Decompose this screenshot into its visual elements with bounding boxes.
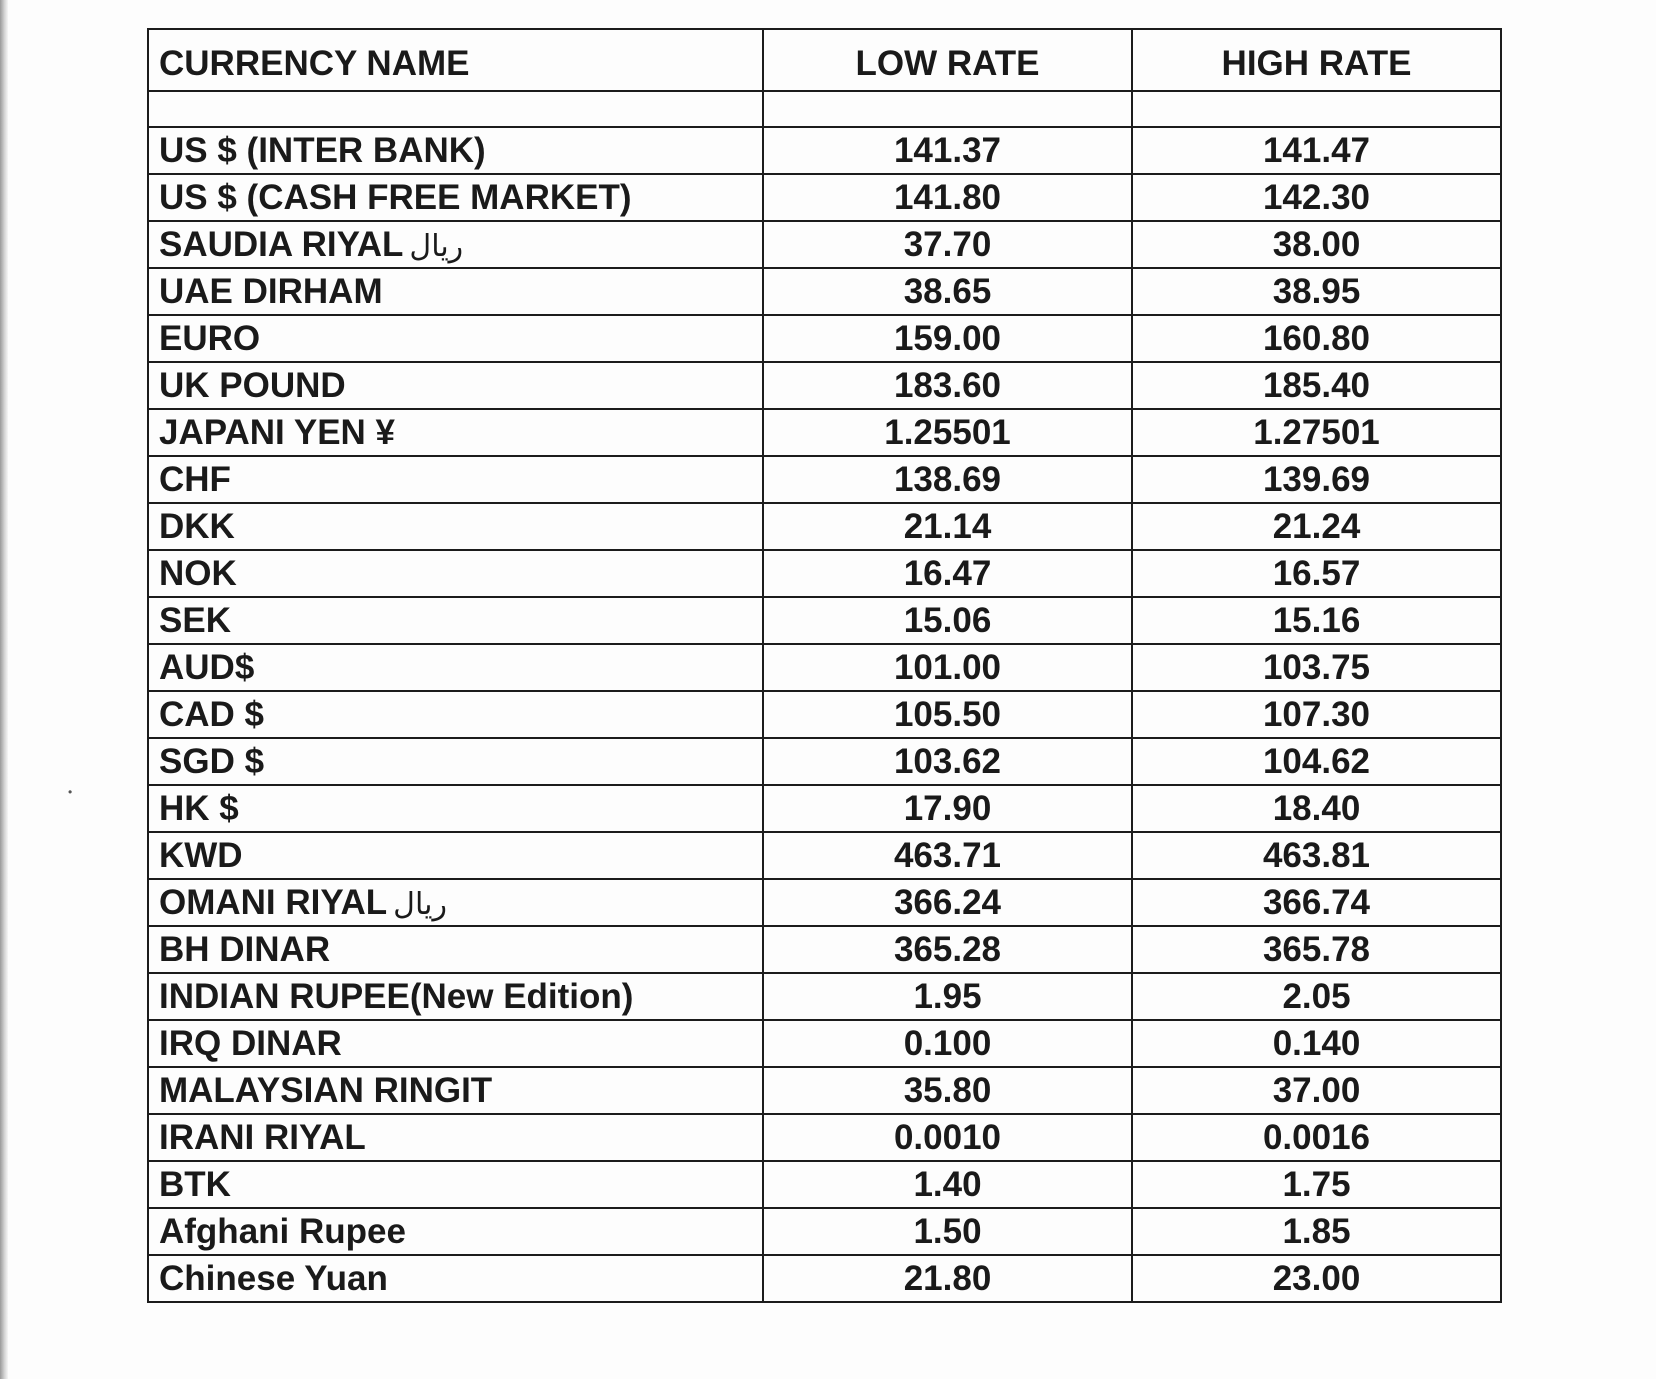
scan-speck: • (68, 785, 73, 799)
currency-name-cell (148, 503, 763, 550)
currency-arabic-label: ریال (393, 887, 447, 922)
currency-name: BH DINAR (159, 930, 331, 969)
header-row (148, 29, 1501, 91)
high-rate-cell: 107.30 (1132, 691, 1501, 738)
table-row (148, 550, 1501, 597)
table-row (148, 1114, 1501, 1161)
currency-name-cell (148, 268, 763, 315)
low-rate-cell: 159.00 (763, 315, 1132, 362)
low-rate-cell: 463.71 (763, 832, 1132, 879)
blank-cell (763, 91, 1132, 127)
currency-name: UK POUND (159, 366, 346, 405)
table-row (148, 879, 1501, 926)
low-rate-cell: 15.06 (763, 597, 1132, 644)
currency-name-cell (148, 1208, 763, 1255)
currency-name: CHF (159, 460, 231, 499)
table-row (148, 409, 1501, 456)
table-row (148, 221, 1501, 268)
low-rate-cell: 141.80 (763, 174, 1132, 221)
table-row (148, 597, 1501, 644)
header-currency-name: CURRENCY NAME (148, 29, 763, 91)
currency-name: SGD $ (159, 742, 265, 781)
high-rate-cell: 366.74 (1132, 879, 1501, 926)
low-rate-cell: 1.40 (763, 1161, 1132, 1208)
high-rate-cell: 139.69 (1132, 456, 1501, 503)
high-rate-cell: 23.00 (1132, 1255, 1501, 1302)
table-row (148, 1255, 1501, 1302)
currency-name-cell (148, 973, 763, 1020)
currency-name: KWD (159, 836, 243, 875)
currency-name-cell (148, 409, 763, 456)
low-rate-cell: 21.80 (763, 1255, 1132, 1302)
low-rate-cell: 16.47 (763, 550, 1132, 597)
high-rate-cell: 365.78 (1132, 926, 1501, 973)
low-rate-cell: 138.69 (763, 456, 1132, 503)
low-rate-cell: 365.28 (763, 926, 1132, 973)
currency-name: Afghani Rupee (159, 1212, 406, 1251)
currency-name-cell (148, 221, 763, 268)
high-rate-cell: 141.47 (1132, 127, 1501, 174)
low-rate-cell: 101.00 (763, 644, 1132, 691)
high-rate-cell: 185.40 (1132, 362, 1501, 409)
high-rate-cell: 2.05 (1132, 973, 1501, 1020)
currency-name: INDIAN RUPEE(New Edition) (159, 977, 634, 1016)
low-rate-cell: 1.50 (763, 1208, 1132, 1255)
low-rate-cell: 37.70 (763, 221, 1132, 268)
currency-name: EURO (159, 319, 261, 358)
high-rate-cell: 38.95 (1132, 268, 1501, 315)
currency-name: HK $ (159, 789, 239, 828)
currency-name-cell (148, 127, 763, 174)
low-rate-cell: 105.50 (763, 691, 1132, 738)
currency-rates-table (147, 28, 1502, 1303)
currency-name: OMANI RIYAL (159, 883, 388, 922)
currency-name-cell (148, 1161, 763, 1208)
currency-name-cell (148, 597, 763, 644)
currency-name: UAE DIRHAM (159, 272, 383, 311)
low-rate-cell: 0.0010 (763, 1114, 1132, 1161)
table-row (148, 456, 1501, 503)
low-rate-cell: 1.95 (763, 973, 1132, 1020)
currency-name: IRQ DINAR (159, 1024, 342, 1063)
currency-arabic-label: ریال (409, 229, 464, 264)
table-row (148, 832, 1501, 879)
high-rate-cell: 142.30 (1132, 174, 1501, 221)
currency-name-cell (148, 315, 763, 362)
high-rate-cell: 103.75 (1132, 644, 1501, 691)
high-rate-cell: 18.40 (1132, 785, 1501, 832)
high-rate-cell: 0.140 (1132, 1020, 1501, 1067)
high-rate-cell: 21.24 (1132, 503, 1501, 550)
blank-cell (148, 91, 763, 127)
currency-name-cell (148, 691, 763, 738)
blank-cell (1132, 91, 1501, 127)
currency-name: AUD$ (159, 648, 255, 687)
low-rate-cell: 17.90 (763, 785, 1132, 832)
high-rate-cell: 1.85 (1132, 1208, 1501, 1255)
currency-name-cell (148, 1067, 763, 1114)
header-high-rate: HIGH RATE (1132, 29, 1501, 91)
table-row (148, 973, 1501, 1020)
currency-name: US $ (CASH FREE MARKET) (159, 178, 632, 217)
low-rate-cell: 0.100 (763, 1020, 1132, 1067)
currency-name-cell (148, 174, 763, 221)
low-rate-cell: 1.25501 (763, 409, 1132, 456)
currency-name-cell (148, 644, 763, 691)
currency-name: CAD $ (159, 695, 265, 734)
low-rate-cell: 103.62 (763, 738, 1132, 785)
currency-name: MALAYSIAN RINGIT (159, 1071, 493, 1110)
table-row (148, 268, 1501, 315)
table-row (148, 174, 1501, 221)
table-row (148, 127, 1501, 174)
currency-name-cell (148, 456, 763, 503)
high-rate-cell: 16.57 (1132, 550, 1501, 597)
currency-name: BTK (159, 1165, 231, 1204)
currency-name-cell (148, 1114, 763, 1161)
high-rate-cell: 1.75 (1132, 1161, 1501, 1208)
currency-name-cell (148, 1020, 763, 1067)
blank-row (148, 91, 1501, 127)
table-row (148, 926, 1501, 973)
high-rate-cell: 0.0016 (1132, 1114, 1501, 1161)
header-low-rate: LOW RATE (763, 29, 1132, 91)
low-rate-cell: 38.65 (763, 268, 1132, 315)
currency-name-cell (148, 550, 763, 597)
high-rate-cell: 37.00 (1132, 1067, 1501, 1114)
table-row (148, 785, 1501, 832)
table-row (148, 1208, 1501, 1255)
currency-name-cell (148, 362, 763, 409)
high-rate-cell: 160.80 (1132, 315, 1501, 362)
low-rate-cell: 21.14 (763, 503, 1132, 550)
currency-name-cell (148, 879, 763, 926)
low-rate-cell: 141.37 (763, 127, 1132, 174)
high-rate-cell: 463.81 (1132, 832, 1501, 879)
currency-name-cell (148, 832, 763, 879)
table-row (148, 738, 1501, 785)
high-rate-cell: 104.62 (1132, 738, 1501, 785)
scan-edge-shadow (0, 0, 8, 1379)
currency-name: SAUDIA RIYAL (159, 225, 404, 264)
currency-name: DKK (159, 507, 235, 546)
currency-name: Chinese Yuan (159, 1259, 388, 1298)
currency-name-cell (148, 738, 763, 785)
low-rate-cell: 366.24 (763, 879, 1132, 926)
table-row (148, 644, 1501, 691)
currency-name-cell (148, 1255, 763, 1302)
high-rate-cell: 15.16 (1132, 597, 1501, 644)
table-row (148, 315, 1501, 362)
low-rate-cell: 35.80 (763, 1067, 1132, 1114)
currency-name: US $ (INTER BANK) (159, 131, 486, 170)
table-row (148, 1020, 1501, 1067)
table-row (148, 691, 1501, 738)
high-rate-cell: 38.00 (1132, 221, 1501, 268)
currency-name: NOK (159, 554, 237, 593)
currency-name: SEK (159, 601, 231, 640)
currency-name-cell (148, 926, 763, 973)
table-row (148, 1067, 1501, 1114)
high-rate-cell: 1.27501 (1132, 409, 1501, 456)
table-row (148, 1161, 1501, 1208)
rates-table-body (148, 29, 1501, 1302)
table-row (148, 362, 1501, 409)
currency-name-cell (148, 785, 763, 832)
table-row (148, 503, 1501, 550)
currency-name: JAPANI YEN ¥ (159, 413, 396, 452)
currency-name: IRANI RIYAL (159, 1118, 366, 1157)
low-rate-cell: 183.60 (763, 362, 1132, 409)
